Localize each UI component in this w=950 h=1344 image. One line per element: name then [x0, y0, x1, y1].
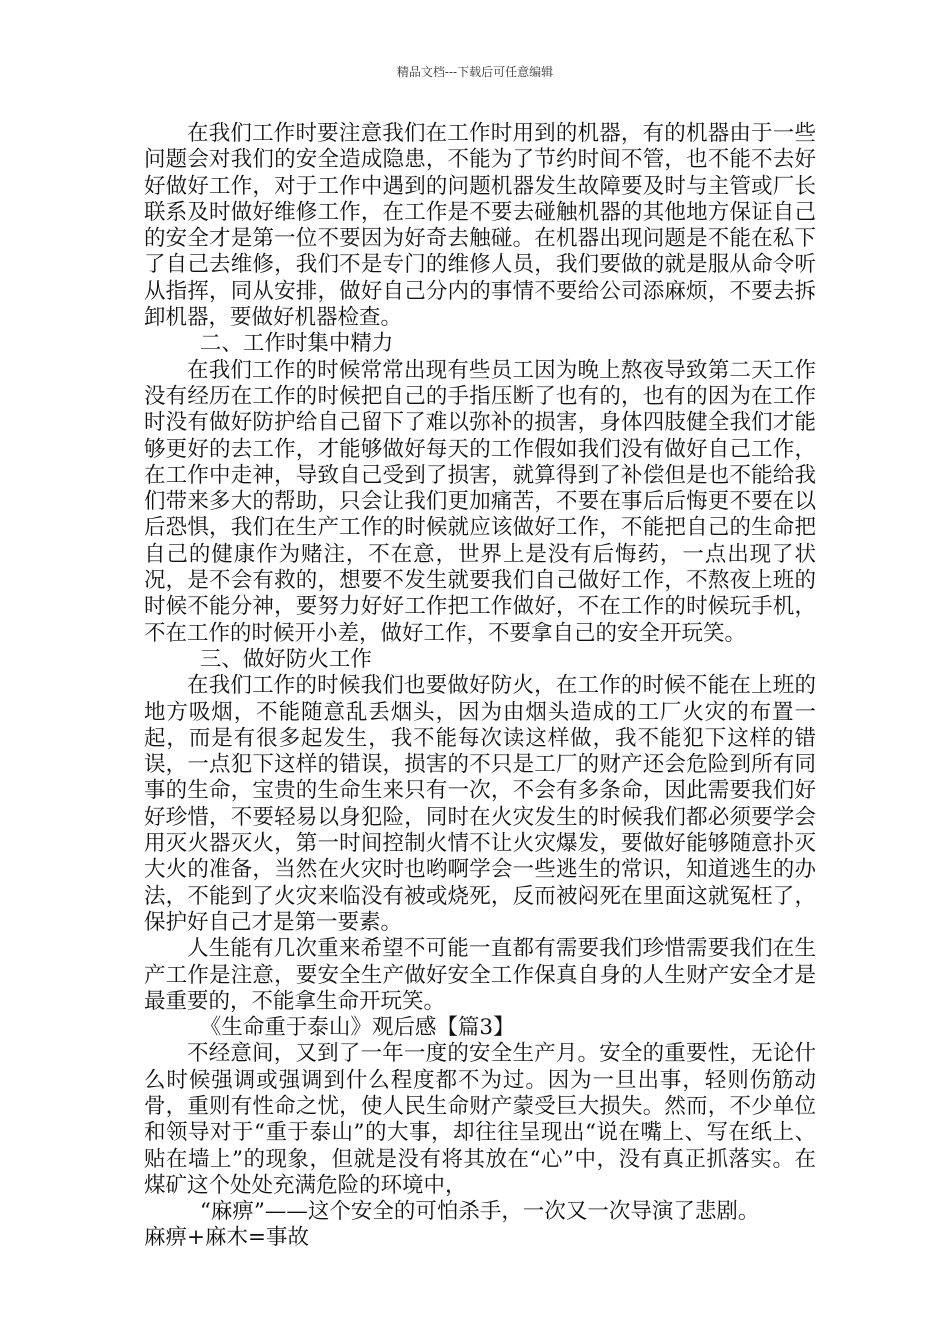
- paragraph-conclusion: 人生能有几次重来希望不可能一直都有需要我们珍惜需要我们在生产工作是注意，要安全生产做好安全工作保真自身的人生财产安全才是最重要的，不能拿生命开玩笑。: [144, 936, 816, 1014]
- paragraph-numbness-killer: “麻痹”——这个安全的可怕杀手，一次又一次导演了悲剧。: [199, 1199, 760, 1225]
- paragraph-machine-safety: 在我们工作时要注意我们在工作时用到的机器，有的机器由于一些问题会对我们的安全造成隐患，不能为了节约时间不管，也不能不去好好做好工作，对于工作中遇到的问题机器发生故障要及时与主管或厂长联系及时做好维修工作，在工作是不要去碰触机器的其他地方保证自己的安全才是第一位不要因为好奇去触碰。在机器出现问题是不能在私下了自己去维修，我们不是专门的维修人员，我们要做的就是服从命令听从指挥，同从安排，做好自己分内的事情不要给公司添麻烦，不要去拆卸机器，要做好机器检查。: [144, 121, 816, 331]
- document-body: [144, 121, 816, 1252]
- section-heading-concentration: 二、工作时集中精力: [199, 331, 394, 357]
- section-heading-fire-prevention: 三、做好防火工作: [199, 646, 372, 672]
- article-title-part3: 《生命重于泰山》观后感【篇3】: [199, 1015, 515, 1041]
- page-header: 精品文档---下载后可任意编辑: [396, 65, 554, 79]
- paragraph-equation: 麻痹+麻木=事故: [144, 1225, 310, 1251]
- paragraph-fire-prevention: 在我们工作的时候我们也要做好防火，在工作的时候不能在上班的地方吸烟，不能随意乱丢烟头，因为由烟头造成的工厂火灾的布置一起，而是有很多起发生，我不能每次读这样做，我不能犯下这样的错误，一点犯下这样的错误，损害的不只是工厂的财产还会危险到所有同事的生命，宝贵的生命生来只有一次，不会有多条命，因此需要我们好好珍惜，不要轻易以身犯险，同时在火灾发生的时候我们都必须要学会用灭火器灭火，第一时间控制火情不让火灾爆发，要做好能够随意扑灭大火的准备，当然在火灾时也哟啊学会一些逃生的常识，知道逃生的办法，不能到了火灾来临没有被或烧死，反而被闷死在里面这就冤枉了，保护好自己才是第一要素。: [144, 673, 816, 935]
- paragraph-concentration: 在我们工作的时候常常出现有些员工因为晚上熬夜导致第二天工作没有经历在工作的时候把自己的手指压断了也有的，也有的因为在工作时没有做好防护给自己留下了难以弥补的损害，身体四肢健全我们才能够更好的去工作，才能够做好每天的工作假如我们没有做好自己工作，在工作中走神，导致自己受到了损害，就算得到了补偿但是也不能给我们带来多大的帮助，只会让我们更加痛苦，不要在事后后悔更不要在以后恐惧，我们在生产工作的时候就应该做好工作，不能把自己的生命把自己的健康作为赌注，不在意，世界上是没有后悔药，一点出现了状况，是不会有救的，想要不发生就要我们自己做好工作，不熬夜上班的时候不能分神，要努力好好工作把工作做好，不在工作的时候玩手机，不在工作的时候开小差，做好工作，不要拿自己的安全开玩笑。: [144, 357, 816, 646]
- paragraph-safety-month: 不经意间，又到了一年一度的安全生产月。安全的重要性，无论什么时候强调或强调到什么程度都不为过。因为一旦出事，轻则伤筋动骨，重则有性命之忧，使人民生命财产蒙受巨大损失。然而，不少单位和领导对于“重于泰山”的大事，却往往呈现出“说在嘴上、写在纸上、贴在墙上”的现象，但就是没有将其放在“心”中，没有真正抓落实。在煤矿这个处处充满危险的环境中，: [144, 1041, 816, 1198]
